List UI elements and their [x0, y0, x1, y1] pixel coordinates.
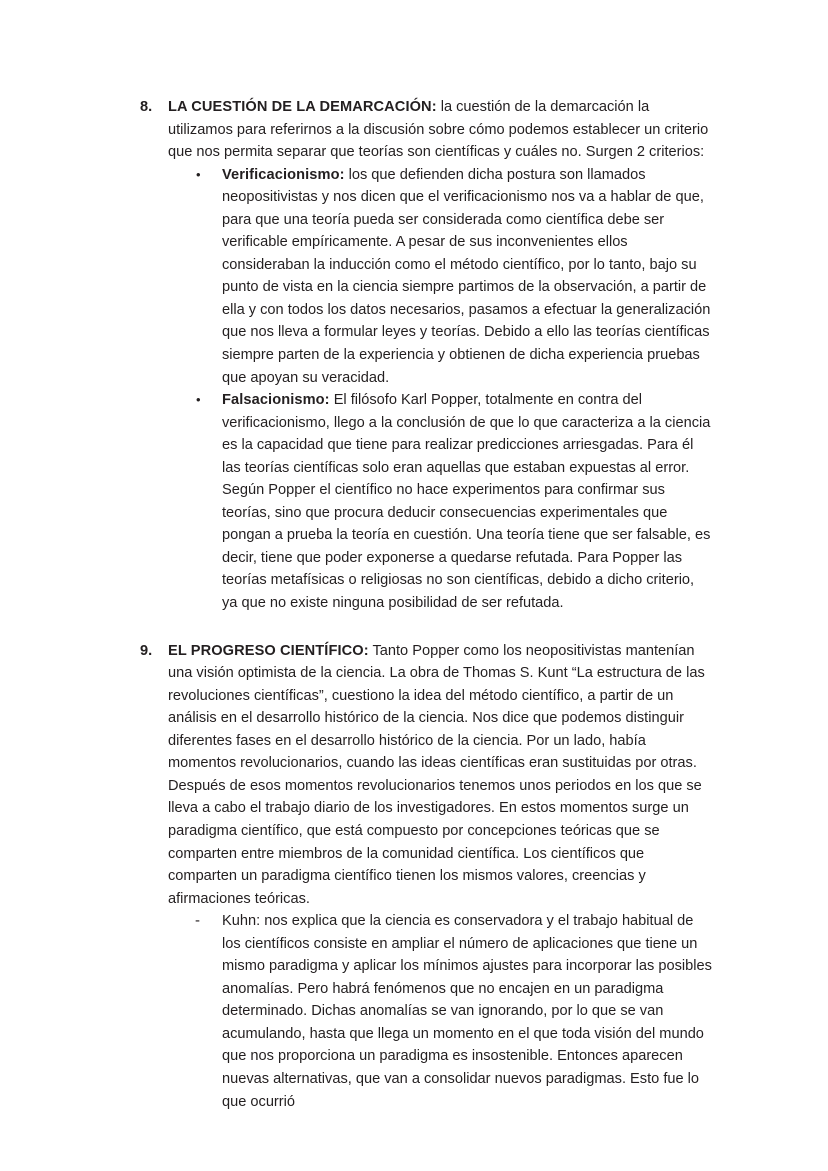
list-item [168, 164, 712, 389]
dash-icon: - [195, 912, 200, 930]
item-body: la cuestión de la demarcación la utilizamos para referirnos a la discusión sobre cómo podemos establecer un criterio que nos permita separar que teorías son científicas y cuáles no. Surgen 2 criterios: [168, 99, 709, 161]
list-item [168, 910, 712, 1113]
list-number: 8. [140, 99, 153, 115]
sub-list [168, 164, 712, 615]
sub-item-body: El filósofo Karl Popper, totalmente en contra del verificacionismo, llego a la conclusión de que lo que caracteriza a la ciencia es la capacidad que tiene para realizar predicciones arriesgadas. Para él las teorías científicas solo eran aquellas que estaban expuestas al error. Según Popper el científico no hace experimentos para confirmar sus teorías, sino que procura deducir consecuencias experimentales que pongan a prueba la teoría en cuestión. Una teoría tiene que ser falsable, es decir, tiene que poder exponerse a quedarse refutada. Para Popper las teorías metafísicas o religiosas no son científicas, debido a dicho criterio, ya que no existe ninguna posibilidad de ser refutada. [222, 392, 711, 612]
sub-item-body: Kuhn: nos explica que la ciencia es conservadora y el trabajo habitual de los científicos consiste en ampliar el número de aplicaciones que tiene un mismo paradigma y aplicar los mínimos ajustes para incorporar las posibles anomalías. Pero habrá fenómenos que no encajen en un paradigma determinado. Dichas anomalías se van ignorando, por lo que se van acumulando, hasta que llega un momento en el que toda visión del mundo que nos proporciona un paradigma es insostenible. Entonces aparecen nuevas alternativas, que van a consolidar nuevos paradigmas. Esto fue lo que ocurrió [222, 913, 712, 1110]
numbered-item [140, 96, 712, 615]
bullet-icon: • [196, 166, 201, 182]
sub-item-heading: Falsacionismo: [222, 392, 330, 409]
list-number: 9. [140, 642, 153, 659]
list-item [168, 389, 712, 614]
item-body: Tanto Popper como los neopositivistas mantenían una visión optimista de la ciencia. La obra de Thomas S. Kunt “La estructura de las revoluciones científicas”, cuestiono la idea del método científico, a partir de un análisis en el desarrollo histórico de la ciencia. Nos dice que podemos distinguir diferentes fases en el desarrollo histórico de la ciencia. Por un lado, había momentos revolucionarios, cuando las ideas científicas eran sustituidas por otras. Después de esos momentos revolucionarios tenemos unos periodos en los que se lleva a cabo el trabajo diario de los investigadores. En estos momentos surge un paradigma científico, que está compuesto por concepciones teóricas que se comparten entre miembros de la comunidad científica. Los científicos que comparten un paradigma científico tienen los mismos valores, creencias y afirmaciones teóricas. [168, 642, 705, 907]
document-body [140, 96, 712, 1113]
sub-list [168, 910, 712, 1113]
item-heading: EL PROGRESO CIENTÍFICO: [168, 642, 369, 659]
item-heading: LA CUESTIÓN DE LA DEMARCACIÓN: [168, 99, 437, 115]
numbered-item [140, 640, 712, 1113]
sub-item-body: los que defienden dicha postura son llamados neopositivistas y nos dicen que el verificacionismo nos va a hablar de que, para que una teoría pueda ser considerada como científica debe ser verificable empíricamente. A pesar de sus inconvenientes ellos consideraban la inducción como el método científico, por lo tanto, bajo su punto de vista en la ciencia siempre partimos de la observación, a partir de ella y con todos los datos necesarios, pasamos a efectuar la generalización que nos lleva a formular leyes y teorías. Debido a ello las teorías científicas siempre parten de la experiencia y obtienen de dicha experiencia pruebas que apoyan su veracidad. [222, 166, 711, 386]
sub-item-heading: Verificacionismo: [222, 166, 345, 183]
sub-item-content [222, 164, 712, 389]
sub-item-content [222, 910, 712, 1113]
bullet-icon: • [196, 392, 201, 408]
sub-item-content [222, 389, 712, 614]
